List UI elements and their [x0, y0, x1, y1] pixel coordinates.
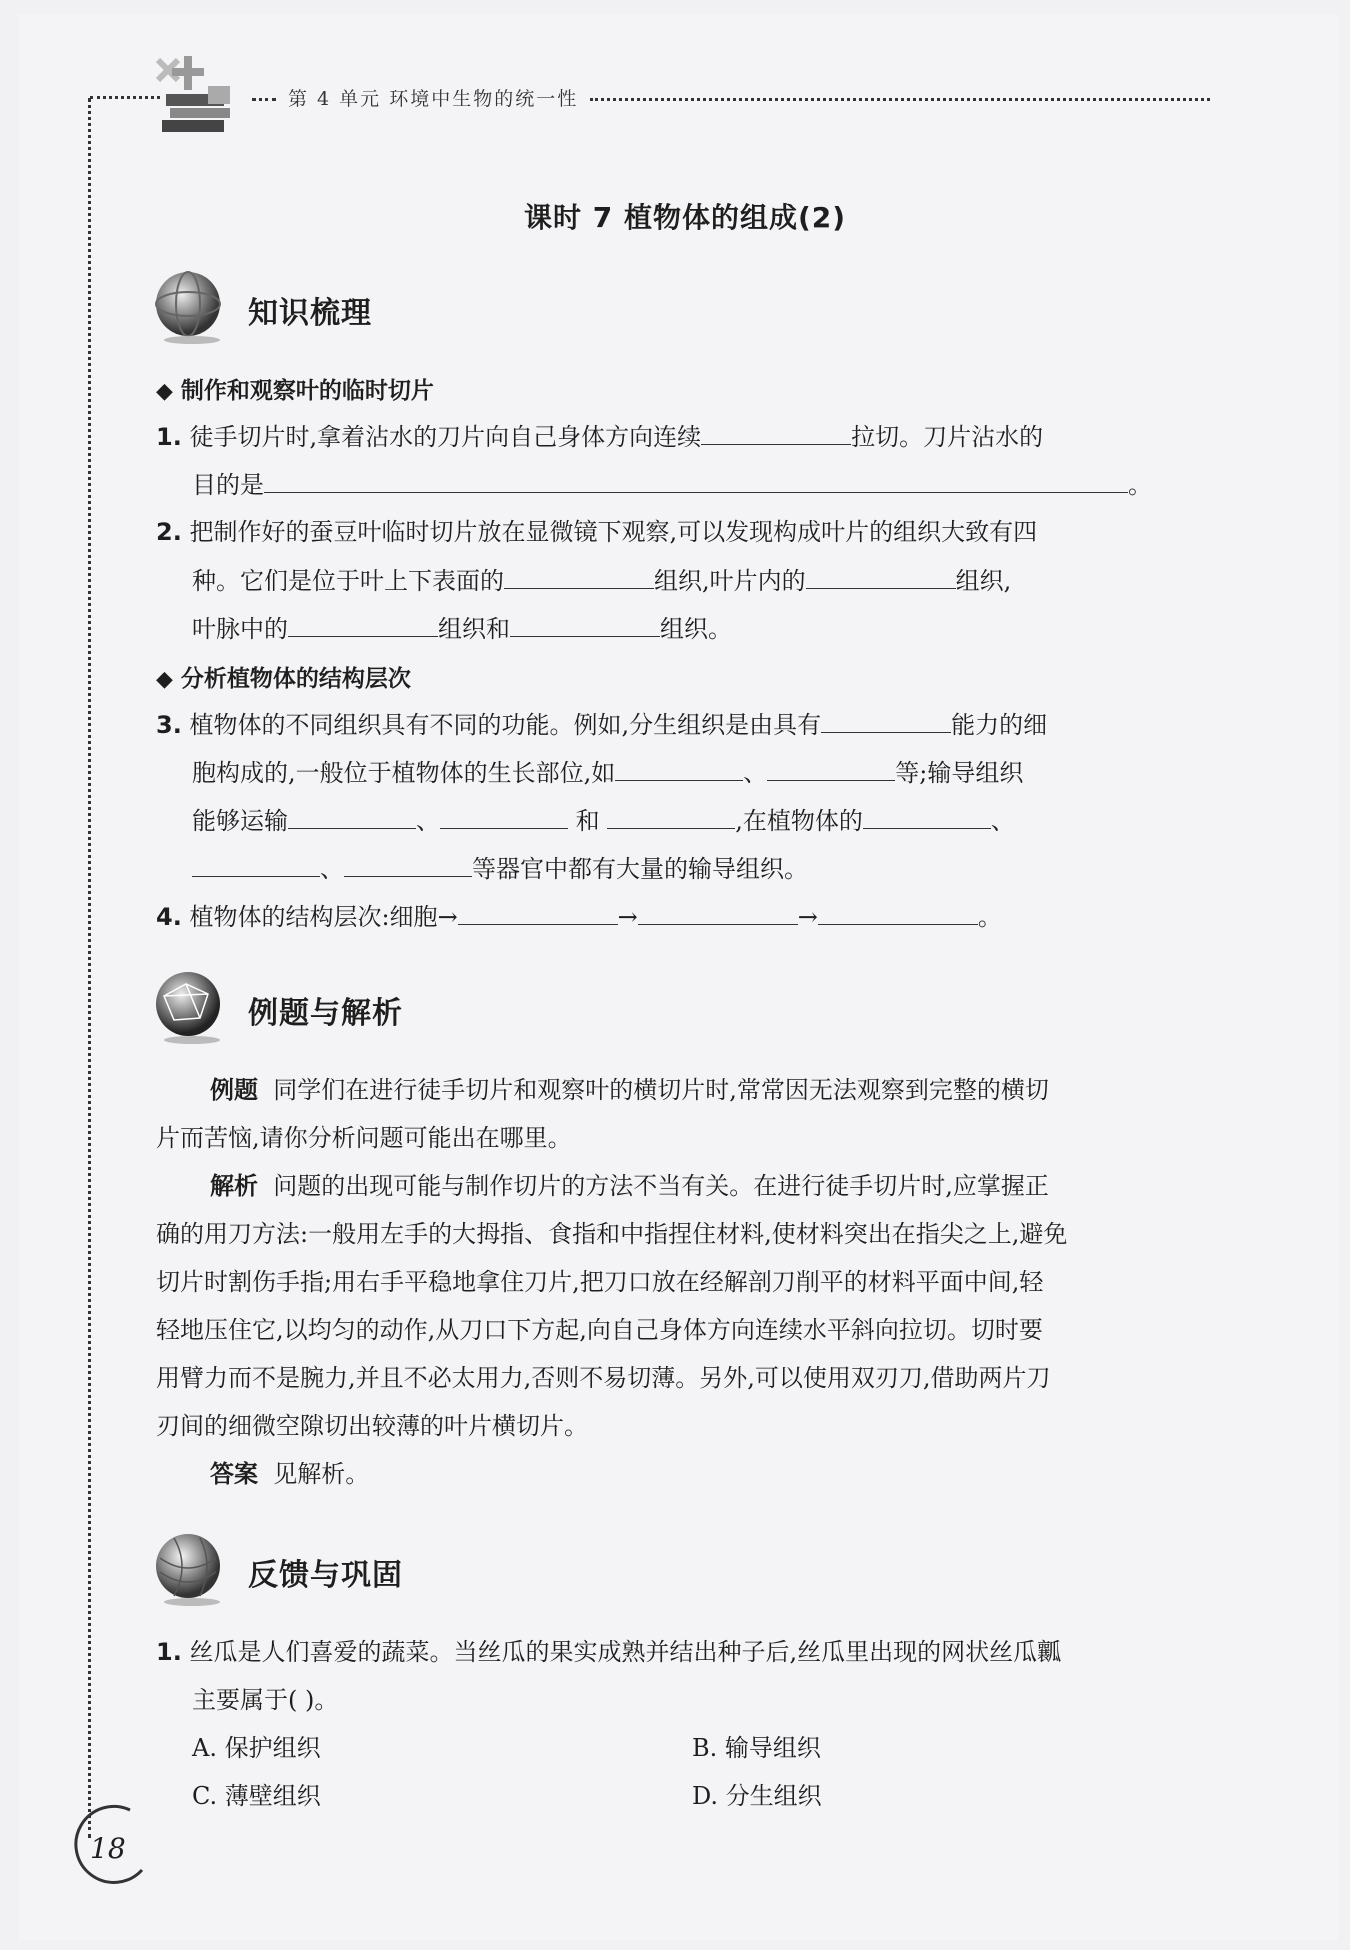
feedback-q1-line1: 1. 丝瓜是人们喜爱的蔬菜。当丝瓜的果实成熟并结出种子后,丝瓜里出现的网状丝瓜瓤	[156, 1638, 1062, 1666]
margin-dotted-line	[88, 98, 91, 1838]
q1-line2: 目的是 。	[192, 466, 1152, 503]
example-a-line6: 刃间的细微空隙切出较薄的叶片横切片。	[156, 1412, 588, 1440]
network-globe-icon	[150, 966, 230, 1046]
page-number: 18	[60, 1800, 146, 1886]
q2-line3: 叶脉中的 组织和 组织。	[192, 610, 732, 647]
q2-line2: 种。它们是位于叶上下表面的 组织,叶片内的 组织,	[192, 562, 1011, 599]
section-title: 知识梳理	[248, 296, 372, 331]
q3-line3: 能够运输 、 和 ,在植物体的 、	[192, 802, 1015, 839]
unit-title: 第 4 单元 环境中生物的统一性	[288, 88, 579, 110]
subheading-leaf-section: ◆ 制作和观察叶的临时切片	[156, 378, 434, 404]
section-title: 例题与解析	[248, 996, 403, 1031]
q2-line1: 2. 把制作好的蚕豆叶临时切片放在显微镜下观察,可以发现构成叶片的组织大致有四	[156, 518, 1038, 546]
q3-line4: 、 等器官中都有大量的输导组织。	[192, 850, 808, 887]
example-a-line4: 轻地压住它,以均匀的动作,从刀口下方起,向自己身体方向连续水平斜向拉切。切时要	[156, 1316, 1043, 1344]
section-title: 反馈与巩固	[248, 1558, 403, 1593]
q3-line1: 3. 植物体的不同组织具有不同的功能。例如,分生组织是由具有 能力的细	[156, 706, 1047, 743]
option-a: A. 保护组织	[192, 1734, 321, 1762]
q1-line1: 1. 徒手切片时,拿着沾水的刀片向自己身体方向连续 拉切。刀片沾水的	[156, 418, 1043, 455]
example-answer: 答案 见解析。	[210, 1460, 370, 1488]
globe-icon	[150, 266, 230, 346]
example-a-line3: 切片时割伤手指;用右手平稳地拿住刀片,把刀口放在经解剖刀削平的材料平面中间,轻	[156, 1268, 1044, 1296]
example-a-line1: 解析 问题的出现可能与制作切片的方法不当有关。在进行徒手切片时,应掌握正	[210, 1172, 1049, 1200]
example-q-line2: 片而苦恼,请你分析问题可能出在哪里。	[156, 1124, 572, 1152]
example-a-line2: 确的用刀方法:一般用左手的大拇指、食指和中指捏住材料,使材料突出在指尖之上,避免	[156, 1220, 1068, 1248]
example-a-line5: 用臂力而不是腕力,并且不必太用力,否则不易切薄。另外,可以使用双刃刀,借助两片刀	[156, 1364, 1051, 1392]
feedback-q1-line2: 主要属于( )。	[192, 1686, 339, 1714]
sphere-icon	[150, 1528, 230, 1608]
option-b: B. 输导组织	[692, 1734, 821, 1762]
header-dotted-line-mid	[252, 98, 276, 101]
subheading-structure-levels: ◆ 分析植物体的结构层次	[156, 666, 411, 692]
q3-line2: 胞构成的,一般位于植物体的生长部位,如 、 等;输导组织	[192, 754, 1023, 791]
option-c: C. 薄壁组织	[192, 1782, 321, 1810]
header-dotted-line-right	[590, 98, 1210, 101]
lesson-title: 课时 7 植物体的组成(2)	[523, 201, 847, 234]
option-d: D. 分生组织	[692, 1782, 822, 1810]
example-q-line1: 例题 同学们在进行徒手切片和观察叶的横切片时,常常因无法观察到完整的横切	[210, 1076, 1049, 1104]
books-logo-icon	[148, 50, 248, 140]
q4-line: 4. 植物体的结构层次:细胞→ → → 。	[156, 898, 1002, 935]
